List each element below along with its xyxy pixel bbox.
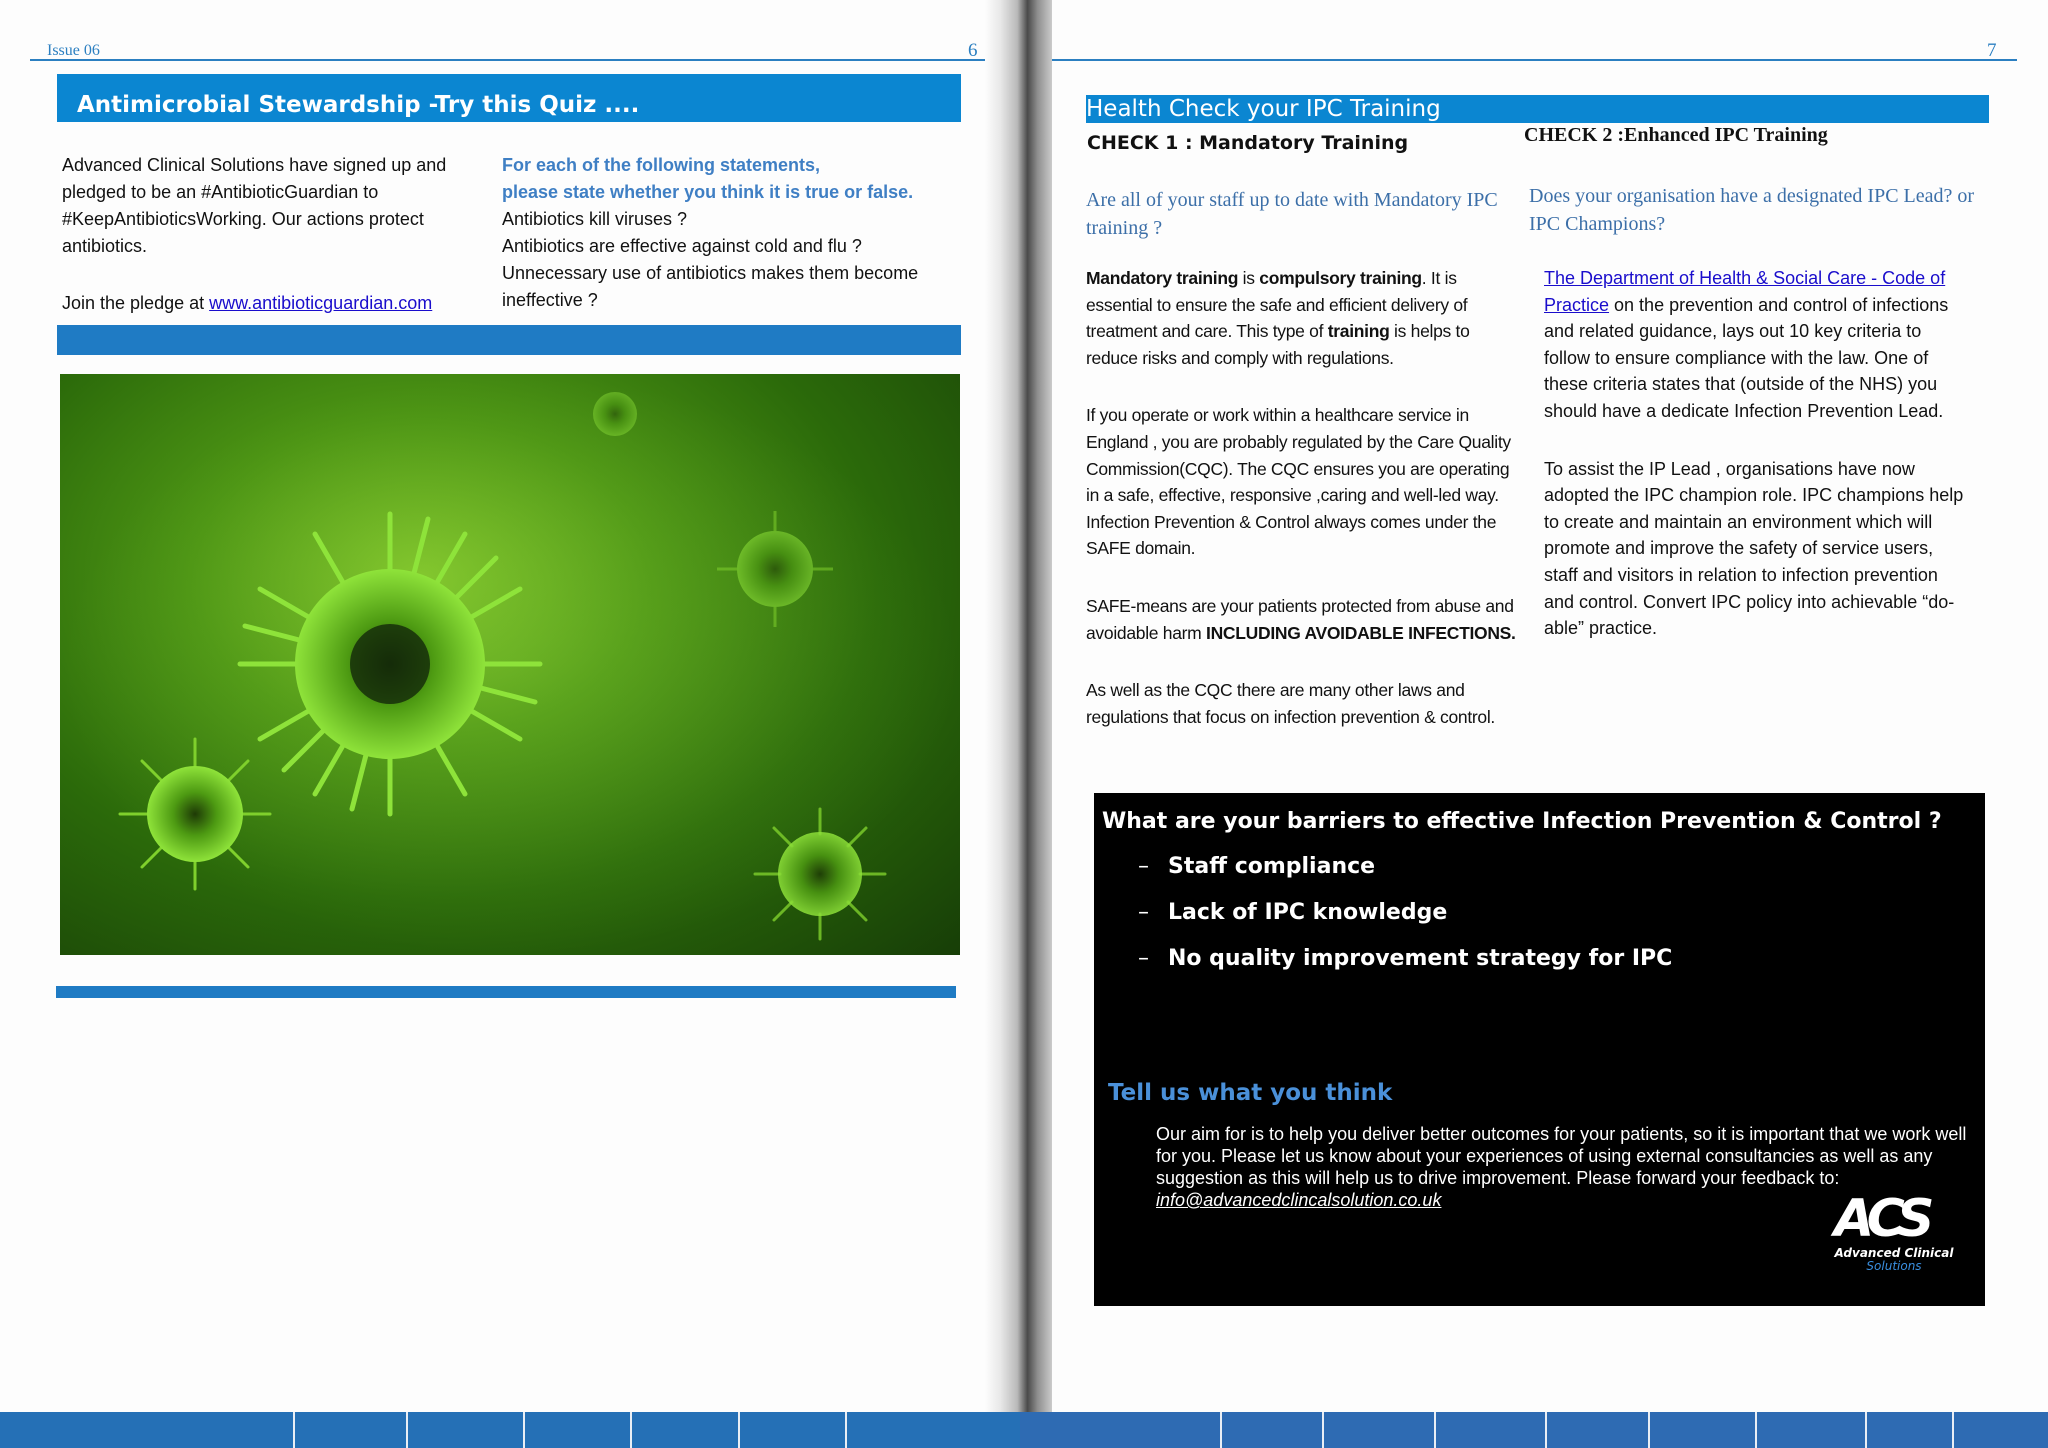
left-page bbox=[0, 0, 1010, 1448]
faint-virus bbox=[593, 392, 637, 436]
issue-label: Issue 06 bbox=[47, 42, 100, 59]
text-bold: compulsory training bbox=[1259, 268, 1422, 288]
tell-us-title: Tell us what you think bbox=[1108, 1080, 1393, 1106]
quiz-item: Antibiotics are effective against cold and flu ? bbox=[502, 236, 862, 256]
text-bold: Mandatory training bbox=[1086, 268, 1239, 288]
footer-bar-left bbox=[0, 1412, 1020, 1448]
check2-paragraph bbox=[1544, 265, 1964, 425]
code-of-practice-link[interactable]: The Department of Health & Social Care - Code of Practice bbox=[1544, 268, 1946, 315]
barrier-item bbox=[1138, 854, 1375, 879]
barrier-item bbox=[1138, 900, 1447, 925]
dash-icon: – bbox=[1138, 946, 1149, 971]
text-bold: training bbox=[1327, 321, 1390, 342]
pledge-join bbox=[62, 290, 482, 317]
page-number: 7 bbox=[1987, 40, 1997, 61]
quiz-block bbox=[502, 152, 962, 314]
small-virus bbox=[755, 809, 885, 939]
check2-body bbox=[1544, 265, 1964, 642]
check2-paragraph: To assist the IP Lead , organisations have now adopted the IPC champion role. IPC champions help to create and maintain an environment which will promote and improve the safety of service users, staff and visitors in relation to infection prevention and control. Convert IPC policy into achievable “do-able” practice. bbox=[1544, 458, 1964, 639]
quiz-intro-line2: please state whether you think it is true or false. bbox=[502, 182, 914, 202]
check1-paragraph bbox=[1086, 593, 1516, 646]
barriers-title: What are your barriers to effective Infection Prevention & Control ? bbox=[1102, 809, 1942, 834]
acs-logo bbox=[1824, 1189, 1964, 1273]
pledge-text: Advanced Clinical Solutions have signed up and pledged to be an #AntibioticGuardian to #KeepAntibioticsWorking. Our actions protect antibiotics. bbox=[62, 155, 447, 256]
quiz-intro-line1: For each of the following statements, bbox=[502, 155, 821, 175]
check1-paragraph bbox=[1086, 265, 1516, 371]
pledge-block bbox=[62, 152, 482, 317]
virus-illustration bbox=[60, 374, 960, 955]
tell-us-text: Our aim for is to help you deliver better outcomes for your patients, so it is important that we work well for you. Please let us know about your experiences of using external consultancies as well as any suggestion as this will help us to drive improvement. Please forward your feedback to: bbox=[1156, 1124, 1967, 1188]
page-number: 6 bbox=[968, 40, 978, 61]
check1-paragraph: As well as the CQC there are many other laws and regulations that focus on infection prevention & control. bbox=[1086, 680, 1495, 727]
quiz-title: Antimicrobial Stewardship -Try this Quiz .... bbox=[57, 74, 961, 122]
header-rule bbox=[30, 59, 998, 61]
dash-icon: – bbox=[1138, 854, 1149, 879]
barrier-label: No quality improvement strategy for IPC bbox=[1168, 946, 1673, 971]
check1-body bbox=[1086, 265, 1516, 730]
check1-heading: CHECK 1 : Mandatory Training bbox=[1087, 132, 1409, 154]
blue-band-bottom bbox=[56, 986, 956, 998]
quiz-item: Unnecessary use of antibiotics makes them become ineffective ? bbox=[502, 263, 919, 310]
logo-line2: Solutions bbox=[1866, 1259, 1922, 1273]
feedback-email-link[interactable]: info@advancedclincalsolution.co.uk bbox=[1156, 1190, 1442, 1210]
check2-heading: CHECK 2 :Enhanced IPC Training bbox=[1524, 124, 1828, 146]
ipc-title: Health Check your IPC Training bbox=[1086, 95, 1989, 123]
pledge-link[interactable]: www.antibioticguardian.com bbox=[209, 293, 433, 313]
small-virus bbox=[120, 739, 270, 889]
barrier-item bbox=[1138, 946, 1672, 971]
barrier-label: Lack of IPC knowledge bbox=[1168, 900, 1448, 925]
blue-band-top bbox=[57, 325, 961, 355]
check2-question: Does your organisation have a designated IPC Lead? or IPC Champions? bbox=[1529, 185, 1975, 235]
barrier-label: Staff compliance bbox=[1168, 854, 1376, 879]
text: is bbox=[1238, 268, 1260, 288]
check1-paragraph: If you operate or work within a healthcare service in England , you are probably regulated by the Care Quality Commission(CQC). The CQC ensures you are operating in a safe, effective, responsive ,caring and well-led way. Infection Prevention & Control always comes under the SAFE domain. bbox=[1086, 405, 1511, 559]
logo-letters: ACS bbox=[1834, 1189, 1929, 1249]
text: on the prevention and control of infections and related guidance, lays out 10 key criteria to follow to ensure compliance with the law. One of these criteria states that (outside of the NHS) you should have a dedicate Infection Prevention Lead. bbox=[1544, 294, 1949, 421]
pledge-join-label: Join the pledge at bbox=[62, 293, 210, 313]
check1-question: Are all of your staff up to date with Mandatory IPC training ? bbox=[1086, 189, 1498, 239]
virus-image bbox=[60, 374, 960, 955]
text: SAFE-means are your patients protected from abuse and avoidable harm bbox=[1086, 595, 1514, 643]
footer-bar-right bbox=[1020, 1412, 2048, 1448]
feedback-panel bbox=[1094, 793, 1985, 1306]
text-bold: INCLUDING AVOIDABLE INFECTIONS. bbox=[1206, 622, 1516, 643]
header-rule bbox=[1052, 59, 2017, 61]
quiz-item: Antibiotics kill viruses ? bbox=[502, 209, 688, 229]
text: is helps to reduce risks and comply with regulations. bbox=[1086, 321, 1470, 368]
dash-icon: – bbox=[1138, 900, 1149, 925]
logo-line1: Advanced Clinical bbox=[1834, 1246, 1954, 1260]
text: . It is essential to ensure the safe and efficient delivery of treatment and care. This type of bbox=[1086, 268, 1468, 342]
